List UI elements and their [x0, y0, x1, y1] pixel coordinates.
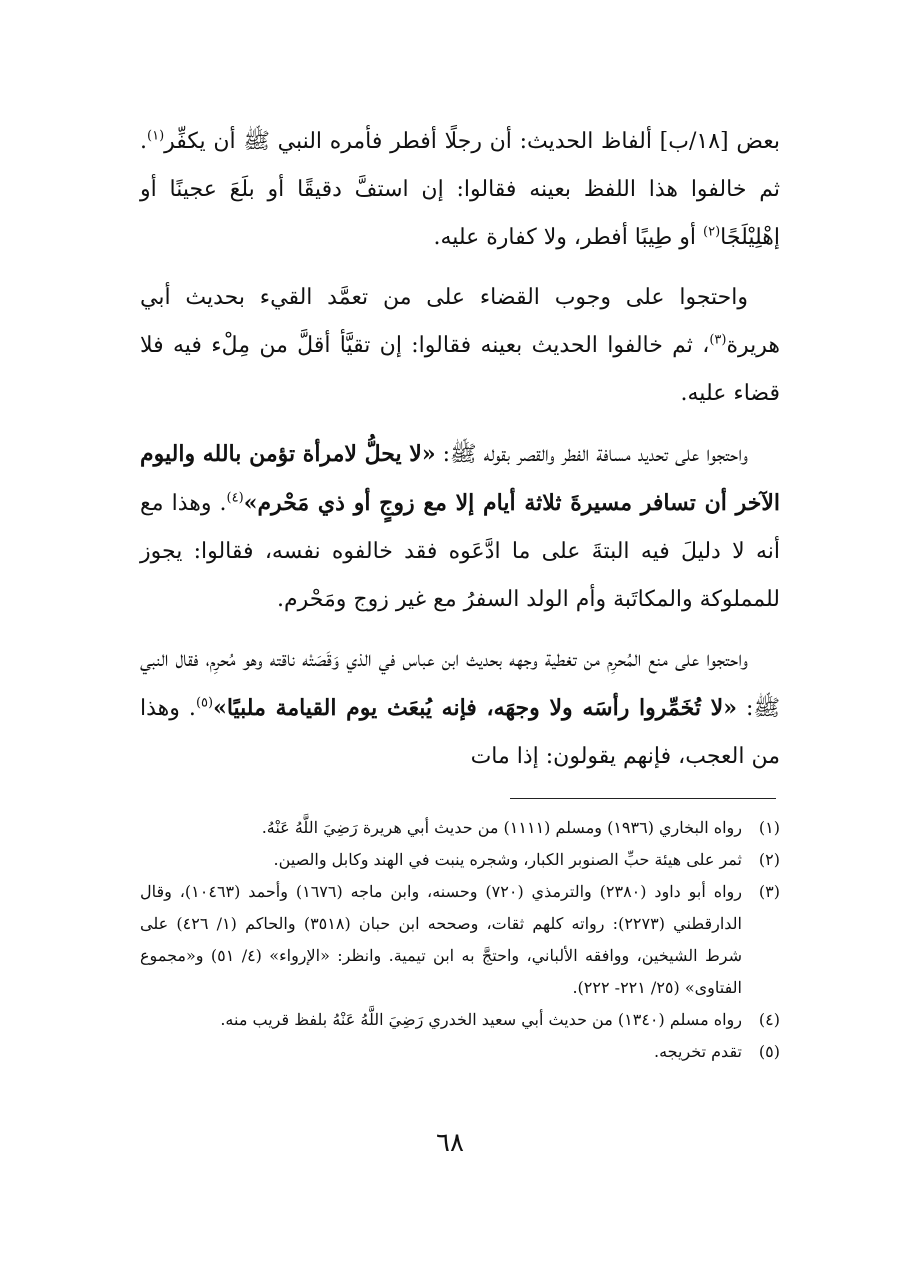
main-text	[140, 118, 780, 793]
paragraph-1-text-b: . ثم خالفوا هذا اللفظ بعينه فقالوا: إن استفَّ دقيقًا أو بلَعَ عجينًا أو إهْلِيْلَجًا	[140, 129, 780, 250]
footnote-text: رواه مسلم (١٣٤٠) من حديث أبي سعيد الخدري رَضِيَ اللَّهُ عَنْهُ بلفظ قريب منه.	[220, 1010, 742, 1029]
footnote-number: (٢)	[758, 850, 780, 869]
footnote-separator	[510, 798, 776, 799]
footnote-ref-1[interactable]: (١)	[147, 128, 165, 144]
footnote-1	[140, 812, 780, 844]
footnotes	[140, 812, 780, 1068]
paragraph-1-text-c: أو طِيبًا أفطر، ولا كفارة عليه.	[433, 225, 704, 250]
paragraph-1-text-a: بعض [١٨/ب] ألفاظ الحديث: أن رجلًا أفطر فأمره النبي ﷺ أن يكفِّر	[164, 129, 781, 154]
paragraph-3-text-a: واحتجوا على تحديد مسافة الفطر والقصر بقوله ﷺ:	[435, 442, 748, 467]
paragraph-2-text-a: واحتجوا على وجوب القضاء على من تعمَّد القيء بحديث أبي هريرة	[140, 285, 780, 358]
paragraph-2-text-b: ، ثم خالفوا الحديث بعينه فقالوا: إن تقيَّأ أقلَّ من مِلْء فيه فلا قضاء عليه.	[140, 333, 780, 406]
footnote-number: (٥)	[758, 1042, 780, 1061]
footnote-number: (٣)	[758, 882, 780, 901]
footnote-ref-4[interactable]: (٤)	[226, 490, 244, 506]
footnote-ref-2[interactable]: (٢)	[703, 224, 721, 240]
footnote-ref-3[interactable]: (٣)	[709, 332, 727, 348]
hadith-quote-2: «لا تُخَمِّروا رأسَه ولا وجهَه، فإنه يُبعَث يوم القيامة ملبيًا»	[213, 695, 737, 721]
footnote-text: ثمر على هيئة حبِّ الصنوبر الكبار، وشجره ينبت في الهند وكابل والصين.	[273, 850, 742, 869]
hadith-quote-1: «لا يحلُّ لامرأة تؤمن بالله واليوم الآخر أن تسافر مسيرةَ ثلاثة أيام إلا مع زوجٍ أو ذي مَحْرم»	[140, 441, 780, 516]
footnote-3	[140, 876, 780, 1004]
paragraph-3-text-b: . وهذا مع أنه لا دليلَ فيه البتةَ على ما ادَّعَوه فقد خالفوه نفسه، فقالوا: يجوز للمملوكة والمكاتَبة وأم الولد السفرُ مع غير زوج ومَحْرم.	[140, 491, 780, 612]
footnote-number: (١)	[758, 818, 780, 837]
paragraph-2	[140, 274, 780, 418]
page-number: ٦٨	[436, 1128, 464, 1158]
footnote-5	[140, 1036, 780, 1068]
paragraph-4	[140, 636, 780, 781]
footnote-text: رواه البخاري (١٩٣٦) ومسلم (١١١١) من حديث أبي هريرة رَضِيَ اللَّهُ عَنْهُ.	[261, 818, 742, 837]
footnote-4	[140, 1004, 780, 1036]
paragraph-3	[140, 430, 780, 624]
footnote-2	[140, 844, 780, 876]
footnote-ref-5[interactable]: (٥)	[195, 695, 214, 711]
paragraph-1	[140, 118, 780, 262]
paragraph-4-text-b: . وهذا من العجب، فإنهم يقولون: إذا مات	[140, 696, 780, 769]
footnote-text: رواه أبو داود (٢٣٨٠) والترمذي (٧٢٠) وحسنه، وابن ماجه (١٦٧٦) وأحمد (١٠٤٦٣)، وقال الدارقطني (٢٢٧٣): رواته كلهم ثقات، وصححه ابن حبان (٣٥١٨) والحاكم (١/ ٤٢٦) على شرط الشيخين، ووافقه الألباني، واحتجَّ به ابن تيمية. وانظر: «الإرواء» (٤/ ٥١) و«مجموع الفتاوى» (٢٥/ ٢٢١- ٢٢٢).	[140, 882, 742, 997]
paragraph-4-text-a: واحتجوا على منع المُحرِم من تغطية وجهه بحديث ابن عباس في الذي وَقَصَتْه ناقته وهو مُحرِم، فقال النبي ﷺ:	[140, 647, 781, 721]
footnote-text: تقدم تخريجه.	[654, 1042, 742, 1061]
footnote-number: (٤)	[758, 1010, 780, 1029]
